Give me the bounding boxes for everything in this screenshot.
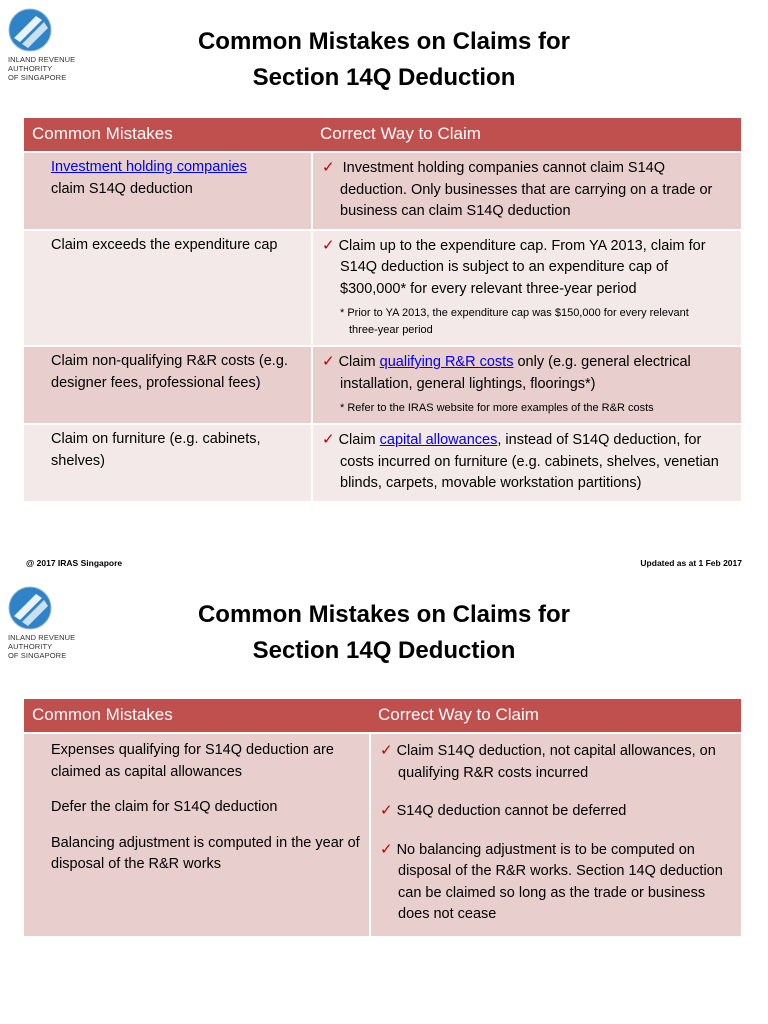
logo-text-line2: AUTHORITY (8, 642, 53, 651)
mistakes-table (24, 118, 741, 501)
correct-way-cell: ✓ Investment holding companies cannot claim S14Q deduction. Only businesses that are carrying on a trade or business can claim S14Q deduction (312, 152, 741, 230)
header-common-mistakes: Common Mistakes (24, 699, 370, 733)
correct-way-cell: ✓ Claim qualifying R&R costs only (e.g. general electrical installation, general lightings, floorings*) * Refer to the IRAS website for more examples of the R&R costs (312, 346, 741, 424)
footnote: * Refer to the IRAS website for more examples of the R&R costs (340, 402, 654, 414)
header-correct-way: Correct Way to Claim (312, 118, 741, 152)
checkmark-icon: ✓ (380, 840, 393, 858)
page-title: Common Mistakes on Claims for Section 14Q Deduction (197, 28, 571, 91)
table-header (24, 118, 741, 152)
mistakes-table (24, 699, 741, 936)
copyright-footer: @ 2017 IRAS Singapore (26, 558, 123, 568)
qualifying-rr-costs-link[interactable]: qualifying R&R costs (379, 354, 514, 370)
mistake-cell: Claim exceeds the expenditure cap (24, 230, 312, 347)
checkmark-icon: ✓ (322, 353, 335, 370)
correct-way-cell: ✓ Claim capital allowances, instead of S14Q deduction, for costs incurred on furniture (e.g. cabinets, shelves, venetian blinds, carpets, movable workstation partitions) (312, 424, 741, 501)
checkmark-icon: ✓ (380, 802, 393, 819)
updated-date-footer: Updated as at 1 Feb 2017 (640, 558, 742, 568)
mistake-cell: Investment holding companies claim S14Q deduction (24, 152, 312, 230)
capital-allowances-link[interactable]: capital allowances (379, 432, 498, 448)
table-header (24, 699, 741, 733)
table-row (24, 230, 741, 347)
slide-2 (0, 580, 768, 1024)
logo-text-line3: OF SINGAPORE (8, 73, 67, 82)
table-row (24, 346, 741, 424)
logo-text-line1: INLAND REVENUE (8, 55, 76, 64)
checkmark-icon: ✓ (322, 236, 335, 254)
investment-holding-link[interactable]: Investment holding companies (51, 159, 247, 175)
checkmark-icon: ✓ (322, 159, 335, 176)
page-title: Common Mistakes on Claims for Section 14Q Deduction (197, 601, 571, 664)
table-row (24, 733, 741, 936)
table-row (24, 152, 741, 230)
logo-text-line1: INLAND REVENUE (8, 633, 76, 642)
footnote: * Prior to YA 2013, the expenditure cap was $150,000 for every relevant three-year period (340, 307, 689, 336)
mistake-cell: Expenses qualifying for S14Q deduction are claimed as capital allowances Defer the claim for S14Q deduction Balancing adjustment is computed in the year of disposal of the R&R works (24, 733, 370, 936)
header-common-mistakes: Common Mistakes (24, 118, 312, 152)
checkmark-icon: ✓ (322, 431, 335, 448)
mistake-cell: Claim non-qualifying R&R costs (e.g. designer fees, professional fees) (24, 346, 312, 424)
header-correct-way: Correct Way to Claim (370, 699, 741, 733)
mistake-cell: Claim on furniture (e.g. cabinets, shelves) (24, 424, 312, 501)
table-row (24, 424, 741, 501)
logo-text-line3: OF SINGAPORE (8, 651, 67, 660)
correct-way-cell: ✓ Claim up to the expenditure cap. From YA 2013, claim for S14Q deduction is subject to an expenditure cap of $300,000* for every relevant three-year period * Prior to YA 2013, the expenditure cap was $150,000 for every relevant three-year period (312, 230, 741, 347)
correct-way-cell: ✓ Claim S14Q deduction, not capital allowances, on qualifying R&R costs incurred ✓ S14Q deduction cannot be deferred ✓ No balancing adjustment is to be computed on disposal of the R&R works. Section 14Q deduction can be claimed so long as the trade or business does not cease (370, 733, 741, 936)
logo-text-line2: AUTHORITY (8, 64, 53, 73)
checkmark-icon: ✓ (380, 742, 393, 759)
